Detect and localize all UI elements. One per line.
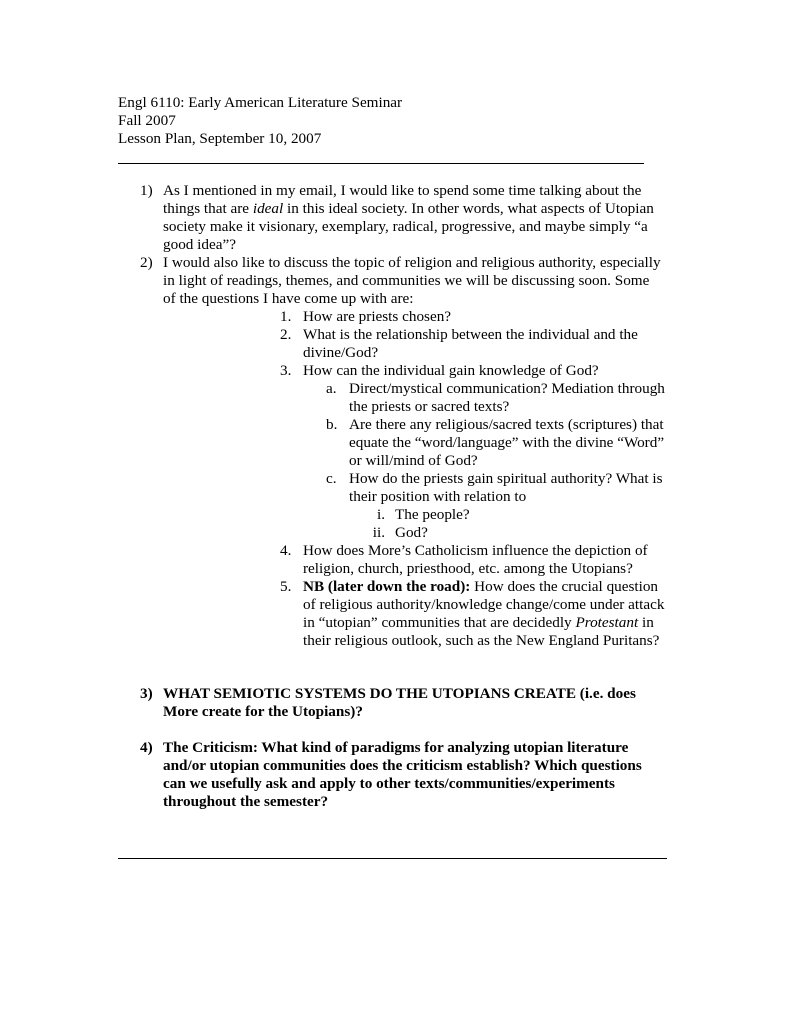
subsub-line: or will/mind of God? [349,452,478,469]
subsub-line: Direct/mystical communication? Mediation through [349,380,665,397]
roman-number: ii. [372,524,385,541]
item-line: WHAT SEMIOTIC SYSTEMS DO THE UTOPIANS CREATE (i.e. does [163,685,636,702]
header-divider [118,163,644,164]
sub-number: 4. [280,542,292,559]
item-line: can we usefully ask and apply to other texts/communities/experiments [163,775,615,792]
sub-line: in “utopian” communities that are decidedly Protestant in [303,614,654,631]
sub-line: religion, church, priesthood, etc. among the Utopians? [303,560,633,577]
subsub-letter: a. [326,380,337,397]
sub-number: 3. [280,362,292,379]
subsub-letter: b. [326,416,338,433]
sub-line: How are priests chosen? [303,308,452,325]
roman-line: The people? [395,506,470,523]
item-line: and/or utopian communities does the criticism establish? Which questions [163,757,642,774]
item-line: society make it visionary, exemplary, radical, progressive, and maybe simply “a [163,218,648,235]
subsub-line: How do the priests gain spiritual authority? What is [349,470,663,487]
item-line: things that are ideal in this ideal society. In other words, what aspects of Utopian [163,200,654,217]
roman-line: God? [395,524,428,541]
subsub-line: Are there any religious/sacred texts (scriptures) that [349,416,664,433]
roman-number: i. [376,506,385,523]
subsub-line: the priests or sacred texts? [349,398,510,415]
sub-line: How does More’s Catholicism influence the depiction of [303,542,648,559]
item-line: I would also like to discuss the topic of religion and religious authority, especially [163,254,661,271]
sub-line: What is the relationship between the individual and the [303,326,638,343]
subsub-letter: c. [326,470,337,487]
item-line: of the questions I have come up with are: [163,290,414,307]
sub-line: How can the individual gain knowledge of God? [303,362,599,379]
item-line: As I mentioned in my email, I would like to spend some time talking about the [163,182,642,199]
sub-number: 5. [280,578,292,595]
item-line: The Criticism: What kind of paradigms for analyzing utopian literature [163,739,629,756]
item-number: 2) [140,254,153,271]
sub-line: their religious outlook, such as the New England Puritans? [303,632,660,649]
course-title: Engl 6110: Early American Literature Seminar [118,94,403,111]
item-line: good idea”? [163,236,236,253]
term-label: Fall 2007 [118,112,176,129]
item-number: 4) [140,739,153,756]
lesson-plan-date: Lesson Plan, September 10, 2007 [118,130,322,147]
emphasis-text: Protestant [575,614,639,631]
emphasis-text: ideal [252,200,284,217]
subsub-line: equate the “word/language” with the divine “Word” [349,434,665,451]
sub-number: 2. [280,326,292,343]
nb-label: NB (later down the road): [303,578,471,595]
item-number: 3) [140,685,153,702]
sub-line: NB (later down the road): How does the crucial question [303,578,659,595]
sub-line: of religious authority/knowledge change/come under attack [303,596,665,613]
item-number: 1) [140,182,153,199]
sub-line: divine/God? [303,344,379,361]
subsub-line: their position with relation to [349,488,527,505]
sub-number: 1. [280,308,292,325]
item-line: in light of readings, themes, and communities we will be discussing soon. Some [163,272,650,289]
footer-divider [118,858,667,859]
item-line: More create for the Utopians)? [163,703,363,720]
item-line: throughout the semester? [163,793,329,810]
